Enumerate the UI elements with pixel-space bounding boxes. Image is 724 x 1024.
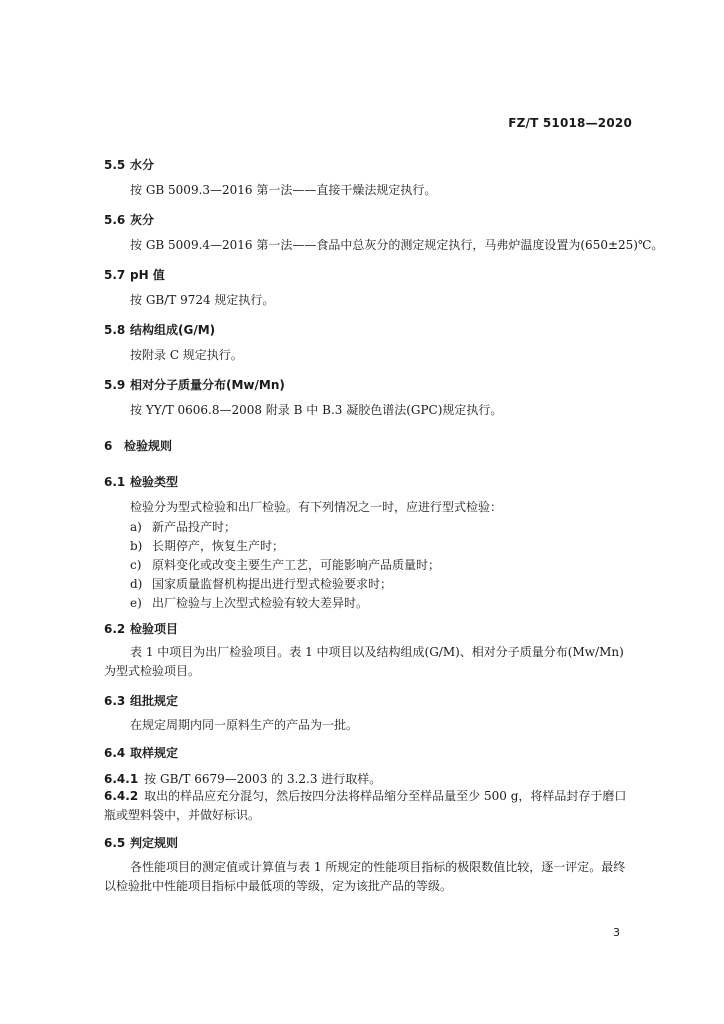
- list-marker: c): [130, 558, 142, 572]
- section-title: 检验类型: [130, 475, 179, 489]
- section-number: 5.6: [104, 213, 126, 227]
- list-text: 原料变化或改变主要生产工艺，可能影响产品质量时；: [152, 558, 441, 572]
- section-title: 判定规则: [130, 836, 179, 850]
- section-heading: [104, 376, 285, 393]
- paragraph: 各性能项目的测定值或计算值与表 1 所规定的性能项目指标的极限数值比较，逐一评定。最终以检验批中性能项目指标中最低项的等级，定为该批产品的等级。: [104, 860, 626, 893]
- paragraph: 按附录 C 规定执行。: [130, 348, 243, 362]
- section-number: 6.5: [104, 836, 126, 850]
- paragraph: 在规定周期内同一原料生产的产品为一批。: [130, 718, 359, 732]
- list-text: 国家质量监督机构提出进行型式检验要求时；: [152, 577, 393, 591]
- section-heading: [104, 321, 215, 338]
- paragraph: 表 1 中项目为出厂检验项目。表 1 中项目以及结构组成(G/M)、相对分子质量分布(Mw/Mn)为型式检验项目。: [104, 645, 624, 678]
- section-heading: [104, 692, 178, 709]
- subclause-text: 按 GB/T 6679—2003 的 3.2.3 进行取样。: [144, 772, 382, 786]
- list-item: [130, 518, 236, 535]
- list-text: 长期停产，恢复生产时；: [152, 539, 285, 553]
- subclause-number: 6.4.1: [104, 772, 139, 786]
- paragraph: 按 GB 5009.3—2016 第一法——直接干燥法规定执行。: [130, 183, 437, 197]
- standard-code: FZ/T 51018—2020: [508, 116, 632, 130]
- section-number: 5.9: [104, 378, 126, 392]
- list-marker: d): [130, 577, 143, 591]
- section-title: 结构组成(G/M): [130, 323, 216, 337]
- section-heading: [104, 620, 178, 637]
- section-number: 5.8: [104, 323, 126, 337]
- section-number: 5.7: [104, 268, 126, 282]
- list-text: 出厂检验与上次型式检验有较大差异时。: [152, 596, 369, 610]
- section-heading: [104, 211, 154, 228]
- list-item: [130, 594, 368, 611]
- section-heading: [104, 266, 165, 283]
- list-marker: e): [130, 596, 142, 610]
- section-number: 6.3: [104, 694, 126, 708]
- subclause: [104, 787, 634, 825]
- section-title: 灰分: [130, 213, 155, 227]
- section-title: 组批规定: [130, 694, 179, 708]
- page-number: 3: [613, 926, 620, 939]
- section-heading: [104, 156, 154, 173]
- list-text: 新产品投产时；: [152, 520, 237, 534]
- chapter-number: 6: [104, 439, 113, 453]
- paragraph: 按 GB 5009.4—2016 第一法——食品中总灰分的测定规定执行，马弗炉温度设置为(650±25)℃。: [130, 238, 664, 252]
- section-title: 取样规定: [130, 746, 179, 760]
- list-item: [130, 537, 284, 554]
- paragraph: 检验分为型式检验和出厂检验。有下列情况之一时，应进行型式检验：: [130, 500, 503, 514]
- section-title: 检验项目: [130, 622, 179, 636]
- section-number: 5.5: [104, 158, 126, 172]
- chapter-heading: [104, 437, 172, 454]
- subclause-number: 6.4.2: [104, 789, 139, 803]
- list-marker: a): [130, 520, 142, 534]
- section-number: 6.1: [104, 475, 126, 489]
- list-item: [130, 556, 440, 573]
- list-marker: b): [130, 539, 143, 553]
- paragraph: 按 GB/T 9724 规定执行。: [130, 293, 275, 307]
- section-heading: [104, 834, 178, 851]
- section-title: 水分: [130, 158, 155, 172]
- subclause-text: 取出的样品应充分混匀，然后按四分法将样品缩分至样品量至少 500 g，将样品封存于磨口瓶或塑料袋中，并做好标识。: [104, 789, 627, 822]
- chapter-title: 检验规则: [124, 439, 173, 453]
- paragraph: 按 YY/T 0606.8—2008 附录 B 中 B.3 凝胶色谱法(GPC)规定执行。: [130, 403, 503, 417]
- section-number: 6.4: [104, 746, 126, 760]
- list-item: [130, 575, 392, 592]
- section-number: 6.2: [104, 622, 126, 636]
- section-heading: [104, 744, 178, 761]
- section-title: 相对分子质量分布(Mw/Mn): [130, 378, 285, 392]
- section-title: pH 值: [130, 268, 165, 282]
- section-heading: [104, 473, 178, 490]
